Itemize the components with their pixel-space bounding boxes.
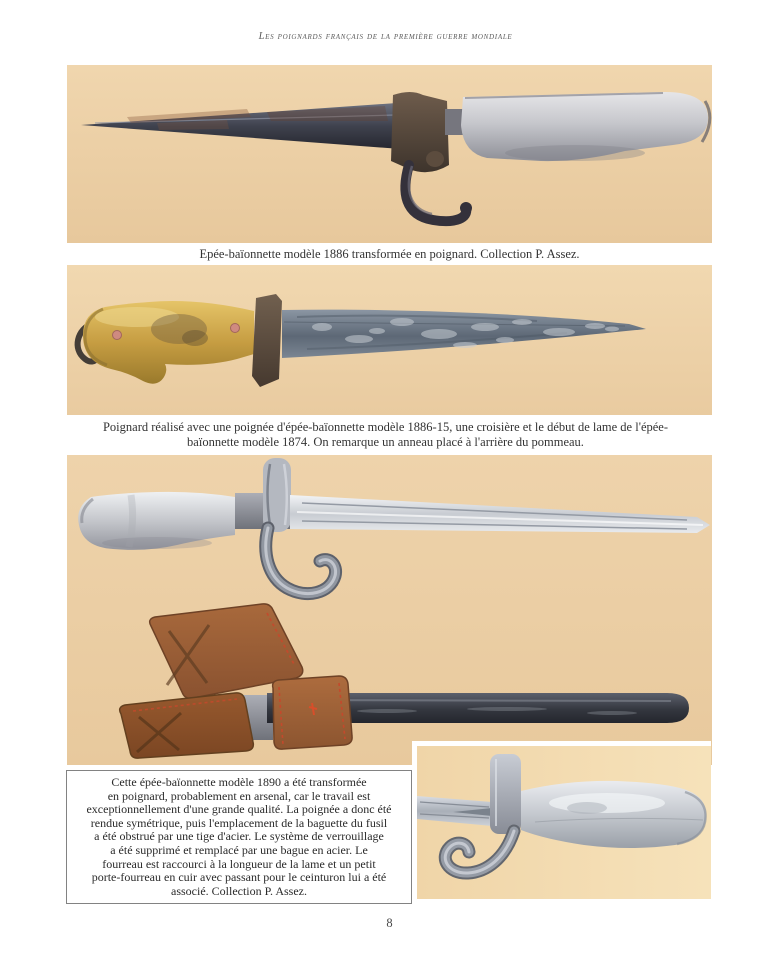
figure1-image xyxy=(67,65,712,243)
figure3-note-box xyxy=(66,770,412,904)
note-line: a été obstrué par une tige d'acier. Le système de verrouillage xyxy=(94,829,384,844)
grip-closeup xyxy=(521,781,706,848)
note-line: porte-fourreau en cuir avec passant pour le ceinturon lui a été xyxy=(91,870,387,885)
note-line: en poignard, probablement en arsenal, car le travail est xyxy=(107,788,371,803)
steel-ring-guard xyxy=(490,754,521,834)
page-number: 8 xyxy=(386,916,393,930)
frog-sleeve xyxy=(273,676,353,749)
muzzle-ring-lug xyxy=(263,458,291,532)
note-line: fourreau est raccourci à la longueur de la lame et un petit xyxy=(102,856,376,871)
grip-rivet xyxy=(113,331,122,340)
caption-line: Poignard réalisé avec une poignée d'épée-baïonnette modèle 1886-15, une croisière et le début de lame de l'épée- xyxy=(102,420,669,434)
figure3-image xyxy=(67,455,712,765)
figure2-caption xyxy=(40,420,731,450)
note-line: exceptionnellement d'une grande qualité. La poignée a donc été xyxy=(86,802,392,817)
grip-rivet xyxy=(231,324,240,333)
figure3-inset-photo xyxy=(412,741,711,899)
note-line: rendue symétrique, puis l'emplacement de la baguette du fusil xyxy=(90,815,388,830)
figure3-inset-image xyxy=(417,746,711,899)
figure1-caption: Epée-baïonnette modèle 1886 transformée en poignard. Collection P. Assez. xyxy=(199,247,580,261)
crossguard xyxy=(252,294,282,387)
note-line: Cette épée-baïonnette modèle 1890 a été transformée xyxy=(111,775,367,789)
figure2-image xyxy=(67,265,712,415)
figure2-photo xyxy=(67,265,712,415)
running-header: Les poignards français de la première guerre mondiale xyxy=(258,31,513,42)
note-line: associé. Collection P. Assez. xyxy=(171,883,307,898)
figure1-photo xyxy=(67,65,712,243)
frog-lower-strap xyxy=(120,693,254,758)
caption-line: baïonnette modèle 1874. On remarque un anneau placé à l'arrière du pommeau. xyxy=(187,435,584,449)
note-line: a été supprimé et remplacé par une bague en acier. Le xyxy=(110,842,368,857)
figure3-photo xyxy=(67,455,712,765)
